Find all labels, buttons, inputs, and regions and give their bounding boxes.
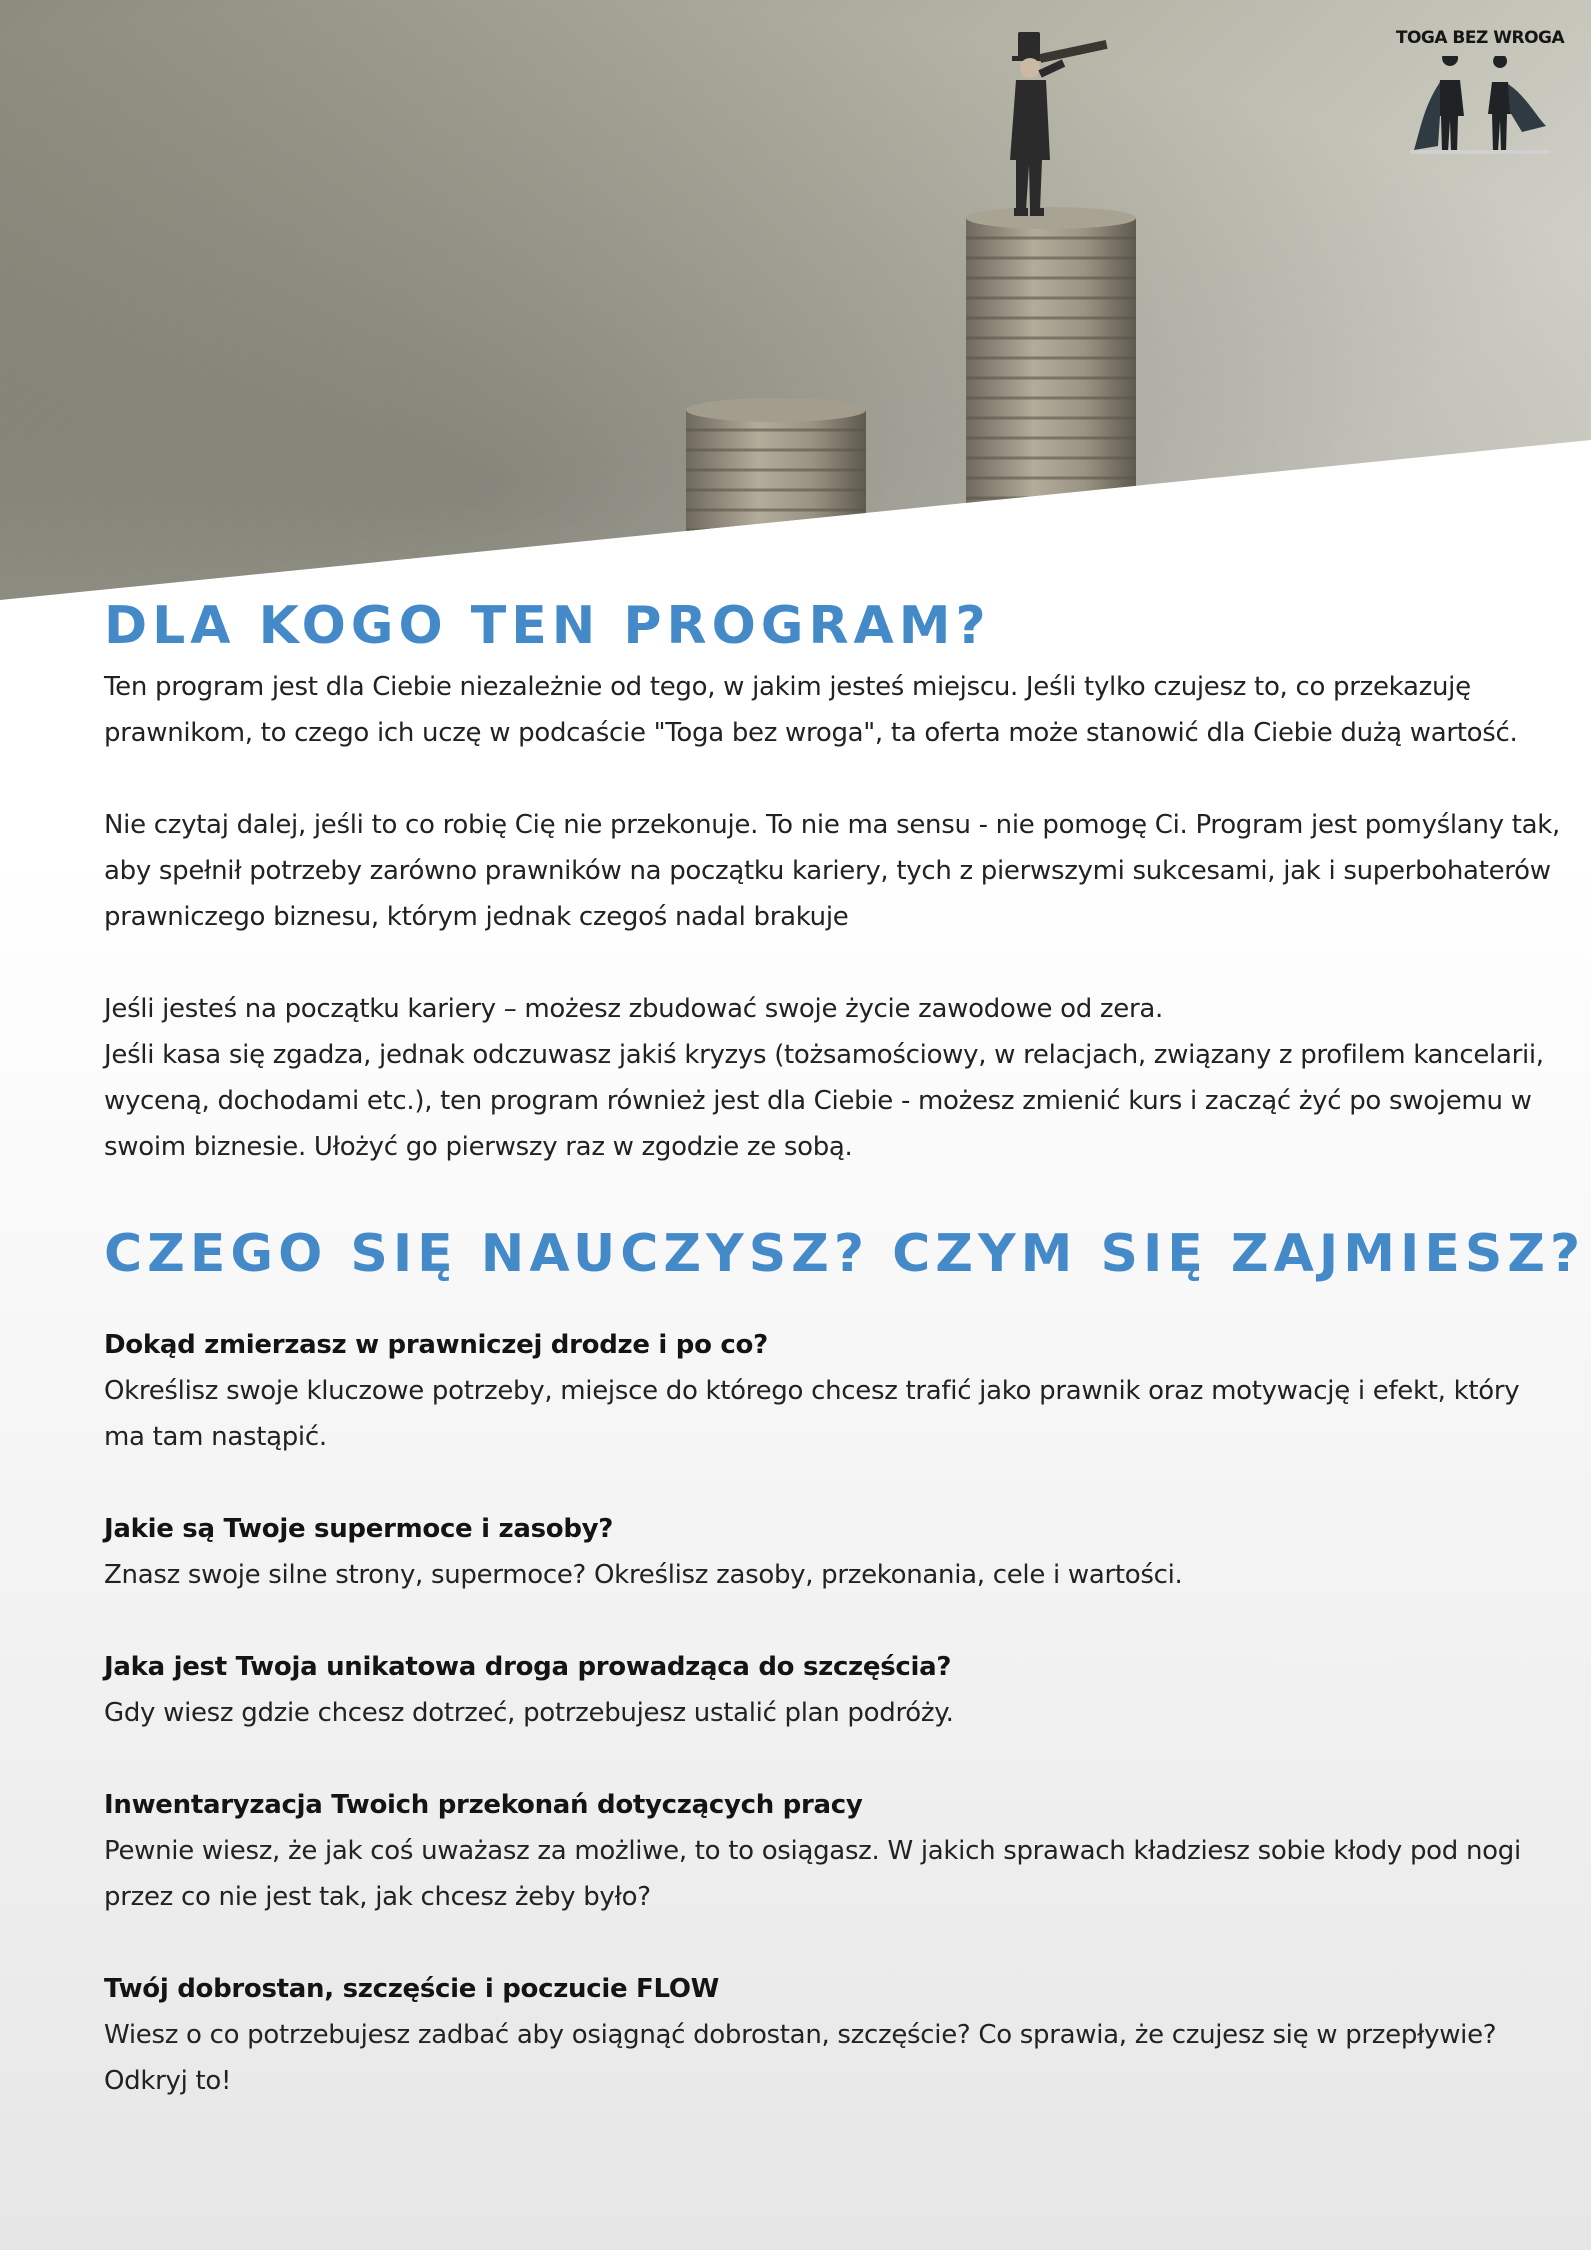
item-text: Gdy wiesz gdzie chcesz dotrzeć, potrzebujesz ustalić plan podróży. bbox=[104, 1698, 954, 1728]
list-item bbox=[104, 1644, 1564, 1736]
paragraph-intro: Ten program jest dla Ciebie niezależnie od tego, w jakim jesteś miejscu. Jeśli tylko czujesz to, co przekazuję prawnikom, to czego ich uczę w podcaście "Toga bez wroga", ta oferta może stanowić dla Ciebie dużą wartość. bbox=[104, 672, 1518, 748]
brand-logo bbox=[1395, 28, 1565, 178]
paragraph-beginning-career: Jeśli jesteś na początku kariery – możesz zbudować swoje życie zawodowe od zera. bbox=[104, 994, 1163, 1024]
item-text: Wiesz o co potrzebujesz zadbać aby osiągnąć dobrostan, szczęście? Co sprawia, że czujesz się w przepływie? Odkryj to! bbox=[104, 2020, 1497, 2096]
coin-stack-small bbox=[686, 398, 866, 610]
item-title: Twój dobrostan, szczęście i poczucie FLOW bbox=[104, 1974, 720, 2004]
section-heading-what-you-learn: CZEGO SIĘ NAUCZYSZ? CZYM SIĘ ZAJMIESZ? bbox=[104, 1224, 1586, 1284]
coin-stack-tall bbox=[966, 207, 1136, 610]
list-item bbox=[104, 1782, 1564, 1920]
list-item bbox=[104, 1322, 1564, 1460]
item-text: Znasz swoje silne strony, supermoce? Określisz zasoby, przekonania, cele i wartości. bbox=[104, 1560, 1183, 1590]
logo-text: TOGA BEZ WROGA bbox=[1395, 28, 1565, 48]
item-title: Inwentaryzacja Twoich przekonań dotyczących pracy bbox=[104, 1790, 863, 1820]
section-heading-for-whom: DLA KOGO TEN PROGRAM? bbox=[104, 596, 991, 656]
paragraph-dont-read: Nie czytaj dalej, jeśli to co robię Cię nie przekonuje. To nie ma sensu - nie pomogę Ci. Program jest pomyślany tak, aby spełnił potrzeby zarówno prawników na początku kariery, tych z pierwszymi sukcesami, jak i superbohaterów prawniczego biznesu, którym jednak czegoś nadal brakuje bbox=[104, 810, 1560, 932]
item-title: Jaka jest Twoja unikatowa droga prowadząca do szczęścia? bbox=[104, 1652, 952, 1682]
hero-photo-coins bbox=[0, 0, 1591, 610]
item-title: Jakie są Twoje supermoce i zasoby? bbox=[104, 1514, 614, 1544]
item-title: Dokąd zmierzasz w prawniczej drodze i po co? bbox=[104, 1330, 768, 1360]
list-item bbox=[104, 1966, 1564, 2104]
list-item bbox=[104, 1506, 1564, 1598]
paragraph-crisis: Jeśli kasa się zgadza, jednak odczuwasz jakiś kryzys (tożsamościowy, w relacjach, związany z profilem kancelarii, wyceną, dochodami etc.), ten program również jest dla Ciebie - możesz zmienić kurs i zacząć żyć po swojemu w swoim biznesie. Ułożyć go pierwszy raz w zgodzie ze sobą. bbox=[104, 1040, 1544, 1162]
main-content bbox=[104, 588, 1586, 2150]
item-text: Określisz swoje kluczowe potrzeby, miejsce do którego chcesz trafić jako prawnik oraz motywację i efekt, który ma tam nastąpić. bbox=[104, 1376, 1520, 1452]
hero-image bbox=[0, 0, 1591, 610]
superhero-lawyers-icon bbox=[1410, 56, 1550, 156]
item-text: Pewnie wiesz, że jak coś uważasz za możliwe, to to osiągasz. W jakich sprawach kładziesz sobie kłody pod nogi przez co nie jest tak, jak chcesz żeby było? bbox=[104, 1836, 1521, 1912]
